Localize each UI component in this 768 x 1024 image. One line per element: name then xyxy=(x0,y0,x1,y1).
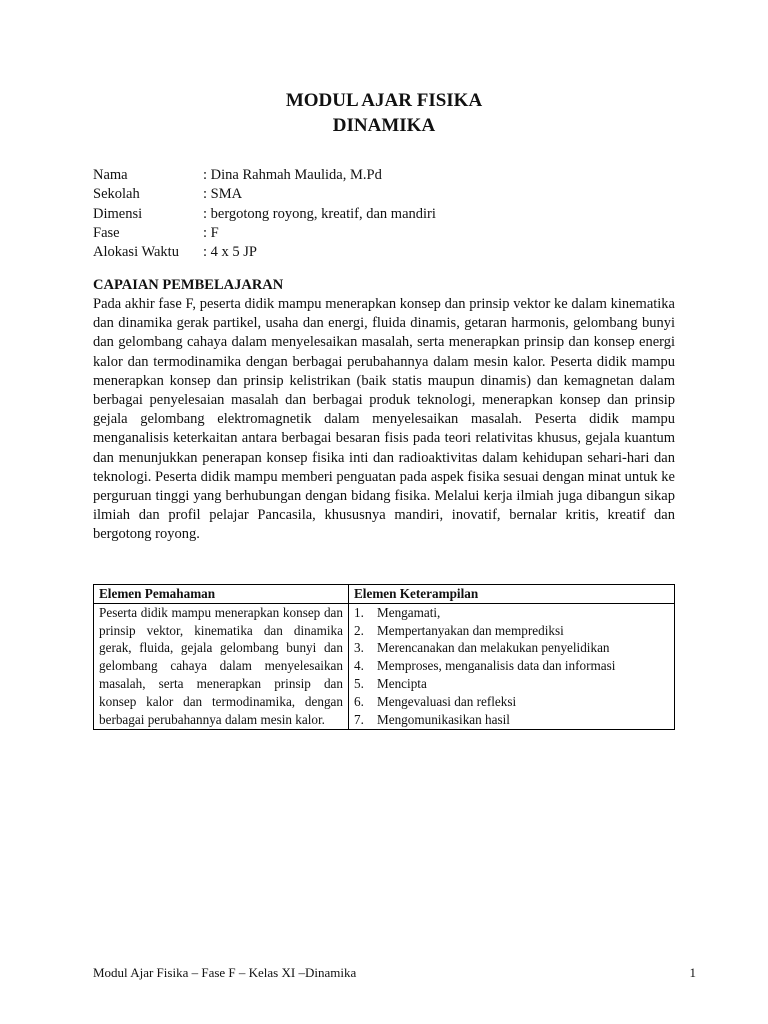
title-line-1: MODUL AJAR FISIKA xyxy=(285,90,483,111)
page-number: 1 xyxy=(689,965,696,980)
list-item xyxy=(354,711,669,729)
document-title xyxy=(93,88,675,138)
identity-row-fase xyxy=(93,224,675,243)
list-text: Mengomunikasikan hasil xyxy=(377,711,510,727)
identity-label: Fase xyxy=(93,224,120,241)
identity-value: : 4 x 5 JP xyxy=(203,244,257,261)
identity-label: Nama xyxy=(93,167,128,183)
list-number: 4. xyxy=(354,658,364,674)
identity-block xyxy=(93,166,675,262)
identity-value: : Dina Rahmah Maulida, M.Pd xyxy=(203,167,382,183)
list-item xyxy=(354,693,669,711)
list-item xyxy=(354,622,669,640)
identity-row-dimensi xyxy=(93,205,675,224)
list-text: Mencipta xyxy=(377,675,427,691)
keterampilan-cell xyxy=(349,603,675,730)
list-number: 2. xyxy=(354,622,364,638)
list-number: 3. xyxy=(354,640,364,656)
capaian-heading: CAPAIAN PEMBELAJARAN xyxy=(93,277,284,293)
identity-row-alokasi-waktu xyxy=(93,243,675,262)
list-text: Mengevaluasi dan refleksi xyxy=(377,693,517,709)
list-item xyxy=(354,657,669,675)
elements-table xyxy=(93,584,675,730)
identity-row-sekolah xyxy=(93,185,675,204)
list-number: 5. xyxy=(354,675,364,691)
identity-value: : F xyxy=(203,224,219,241)
title-line-2: DINAMIKA xyxy=(332,115,436,136)
list-item xyxy=(354,639,669,657)
skills-list xyxy=(354,604,669,729)
identity-label: Sekolah xyxy=(93,186,140,203)
list-text: Merencanakan dan melakukan penyelidikan xyxy=(377,640,610,656)
header-elemen-keterampilan: Elemen Keterampilan xyxy=(349,585,675,604)
identity-label: Dimensi xyxy=(93,205,143,222)
identity-label: Alokasi Waktu xyxy=(93,244,179,261)
list-number: 1. xyxy=(354,604,364,620)
list-item xyxy=(354,675,669,693)
pemahaman-cell: Peserta didik mampu menerapkan konsep dan prinsip vektor, kinematika dan dinamika gerak, fluida, gejala gelombang bunyi dan gelombang cahaya dalam menyelesaikan masalah, serta menerapkan prinsip dan konsep kalor dan termodinamika, dengan berbagai perubahannya dalam mesin kalor. xyxy=(94,603,349,730)
footer-text: Modul Ajar Fisika – Fase F – Kelas XI –Dinamika xyxy=(93,965,357,980)
capaian-paragraph: Pada akhir fase F, peserta didik mampu menerapkan konsep dan prinsip vektor ke dalam kinematika dan dinamika gerak partikel, usaha dan energi, fluida dinamis, getaran harmonis, gelombang bunyi dan gelombang cahaya dalam menyelesaikan masalah, serta menerapkan prinsip dan konsep energi kalor dan termodinamika dengan berbagai perubahannya dalam mesin kalor. Peserta didik mampu menerapkan konsep dan prinsip kelistrikan (baik statis maupun dinamis) dan kemagnetan dalam berbagai penyelesaian masalah dan berbagai produk teknologi, menerapkan konsep dan prinsip gejala gelombang elektromagnetik dalam menyelesaikan masalah. Peserta didik mampu menganalisis keterkaitan antara berbagai besaran fisis pada teori relativitas khusus, gejala kuantum dan menunjukkan penerapan konsep fisika inti dan radioaktivitas dalam kehidupan sehari-hari dan teknologi. Peserta didik mampu memberi penguatan pada aspek fisika sesuai dengan minat untuk ke perguruan tinggi yang berhubungan dengan bidang fisika. Melalui kerja ilmiah juga dibangun sikap ilmiah dan profil pelajar Pancasila, khususnya mandiri, inovatif, bernalar kritis, kreatif dan bergotong royong. xyxy=(93,296,675,543)
list-number: 6. xyxy=(354,693,364,709)
table-row xyxy=(94,603,675,730)
list-text: Mempertanyakan dan memprediksi xyxy=(377,622,564,638)
list-text: Mengamati, xyxy=(377,604,441,620)
list-item xyxy=(354,604,669,622)
identity-row-nama xyxy=(93,166,675,185)
identity-value: : SMA xyxy=(203,186,243,203)
list-text: Memproses, menganalisis data dan informasi xyxy=(377,658,616,674)
table-header-row xyxy=(94,585,675,604)
list-number: 7. xyxy=(354,711,364,727)
header-elemen-pemahaman: Elemen Pemahaman xyxy=(94,585,349,604)
identity-value: : bergotong royong, kreatif, dan mandiri xyxy=(203,205,436,222)
